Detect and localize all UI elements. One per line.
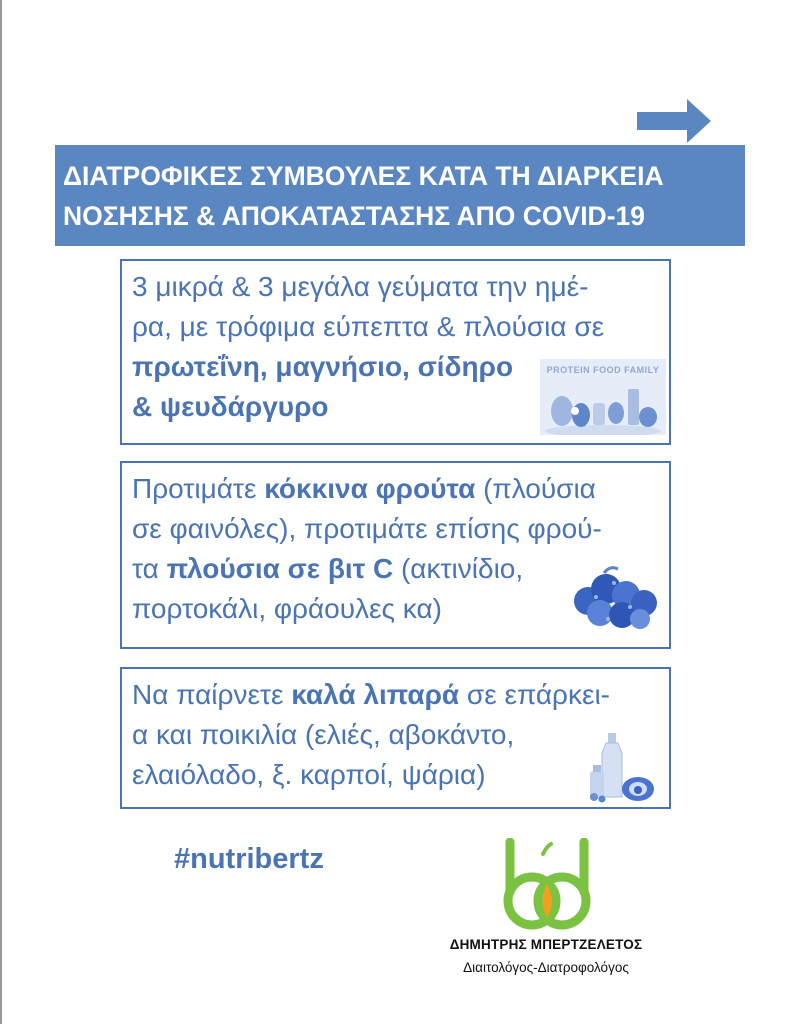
tip-line — [132, 347, 604, 387]
title-line-1: ΔΙΑΤΡΟΦΙΚΕΣ ΣΥΜΒΟΥΛΕΣ ΚΑΤΑ ΤΗ ΔΙΑΡΚΕΙΑ — [63, 161, 664, 191]
svg-text:PROTEIN FOOD FAMILY: PROTEIN FOOD FAMILY — [546, 365, 660, 375]
tip-highlight: πλούσια σε βιτ C — [166, 553, 394, 584]
berries-icon — [570, 563, 666, 631]
author-name: ΔΗΜΗΤΡΗΣ ΜΠΕΡΤΖΕΛΕΤΟΣ — [449, 937, 643, 952]
tip-line — [132, 387, 604, 427]
right-arrow-icon — [637, 99, 711, 143]
healthy-fats-icon — [582, 731, 662, 805]
nutribertz-logo-icon — [501, 838, 593, 936]
tip-line: α και ποικιλία (ελιές, αβοκάντο, — [132, 719, 515, 750]
tip-line: πορτοκάλι, φράουλες κα) — [132, 593, 442, 624]
tip-highlight: κόκκινα φρούτα — [264, 473, 476, 504]
author-title: Διαιτολόγος-Διατροφολόγος — [463, 960, 629, 975]
tip-highlight: πρωτεΐνη, μαγνήσιο, σίδηρο — [132, 351, 514, 382]
tip-card-fats — [120, 667, 671, 809]
page-edge — [0, 0, 2, 1024]
protein-foods-icon — [540, 359, 666, 435]
title-line-2: ΝΟΣΗΣΗΣ & ΑΠΟΚΑΤΑΣΤΑΣΗΣ ΑΠΟ COVID-19 — [63, 201, 645, 231]
title-banner — [55, 145, 745, 246]
tip-line: τα πλούσια σε βιτ C (ακτινίδιο, — [132, 553, 524, 584]
tip-line: σε φαινόλες), προτιμάτε επίσης φρού- — [132, 513, 602, 544]
tip-card-protein — [120, 259, 671, 445]
tip-text — [132, 675, 610, 795]
tip-line: ρα, με τρόφιμα εύπεπτα & πλούσια σε — [132, 311, 605, 342]
tip-highlight: καλά λιπαρά — [291, 679, 460, 710]
tip-line: ελαιόλαδο, ξ. καρποί, ψάρια) — [132, 759, 486, 790]
tip-line: 3 μικρά & 3 μεγάλα γεύματα την ημέ- — [132, 271, 589, 302]
tip-text — [132, 469, 602, 629]
tip-text — [132, 267, 604, 427]
hashtag: #nutribertz — [174, 843, 324, 875]
tip-line: Προτιμάτε κόκκινα φρούτα (πλούσια — [132, 473, 596, 504]
tip-highlight: & ψευδάργυρο — [132, 391, 329, 422]
tip-card-fruits — [120, 461, 671, 649]
tip-line: Να παίρνετε καλά λιπαρά σε επάρκει- — [132, 679, 611, 710]
